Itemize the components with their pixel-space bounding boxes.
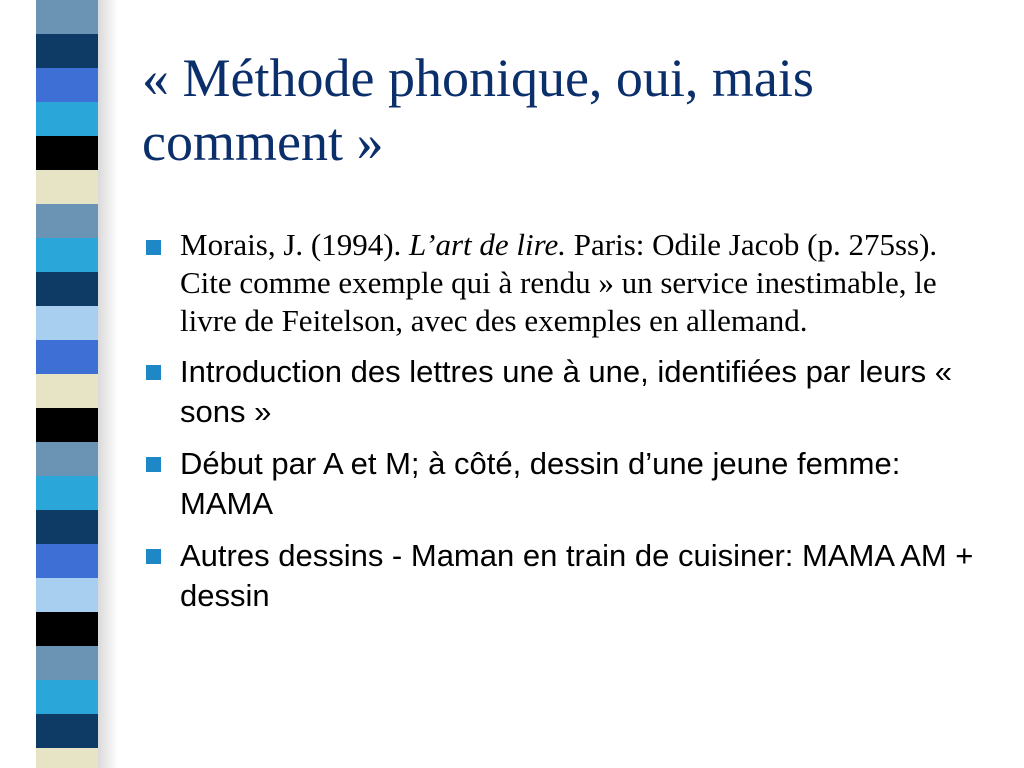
stripe-block xyxy=(36,340,98,374)
square-bullet-icon xyxy=(146,549,161,564)
bullet-item-reference xyxy=(142,226,988,340)
stripe-block xyxy=(36,272,98,306)
stripe-block xyxy=(36,408,98,442)
square-bullet-icon xyxy=(146,365,161,380)
stripe-block xyxy=(36,442,98,476)
stripe-block xyxy=(36,102,98,136)
stripe-block xyxy=(36,748,98,768)
stripe-block xyxy=(36,714,98,748)
reference-book-title: L’art de lire. xyxy=(409,227,567,262)
decorative-stripe-bar xyxy=(0,0,118,768)
stripe-block xyxy=(36,510,98,544)
stripe-block xyxy=(36,374,98,408)
stripe-block xyxy=(36,68,98,102)
stripe-shadow xyxy=(98,0,118,768)
bullet-text: Introduction des lettres une à une, identifiées par leurs « sons » xyxy=(180,354,953,429)
stripe-block xyxy=(36,476,98,510)
stripe-block xyxy=(36,306,98,340)
stripe-block xyxy=(36,578,98,612)
slide-title: « Méthode phonique, oui, mais comment » xyxy=(142,48,814,172)
stripe-block xyxy=(36,238,98,272)
reference-details: Paris: Odile Jacob (p. 275ss). Cite comme exemple qui à rendu » un service inestimable, le livre de Feitelson, avec des exemples en allemand. xyxy=(180,227,938,338)
bullet-text: Début par A et M; à côté, dessin d’une jeune femme: MAMA xyxy=(180,446,901,521)
bullet-item-debut xyxy=(142,444,988,524)
bullet-item-autres-dessins xyxy=(142,536,988,616)
reference-author: Morais, J. (1994). xyxy=(180,227,410,262)
stripe-margin xyxy=(0,0,36,768)
stripe-block xyxy=(36,136,98,170)
bullet-item-introduction xyxy=(142,352,988,432)
stripe-block xyxy=(36,34,98,68)
stripe-block xyxy=(36,544,98,578)
bullet-list xyxy=(142,226,988,628)
stripe-column xyxy=(36,0,98,768)
stripe-block xyxy=(36,680,98,714)
stripe-block xyxy=(36,646,98,680)
bullet-text: Autres dessins - Maman en train de cuisiner: MAMA AM + dessin xyxy=(180,538,974,613)
square-bullet-icon xyxy=(146,457,161,472)
stripe-block xyxy=(36,612,98,646)
stripe-block xyxy=(36,0,98,34)
stripe-block xyxy=(36,204,98,238)
square-bullet-icon xyxy=(146,240,161,255)
stripe-block xyxy=(36,170,98,204)
